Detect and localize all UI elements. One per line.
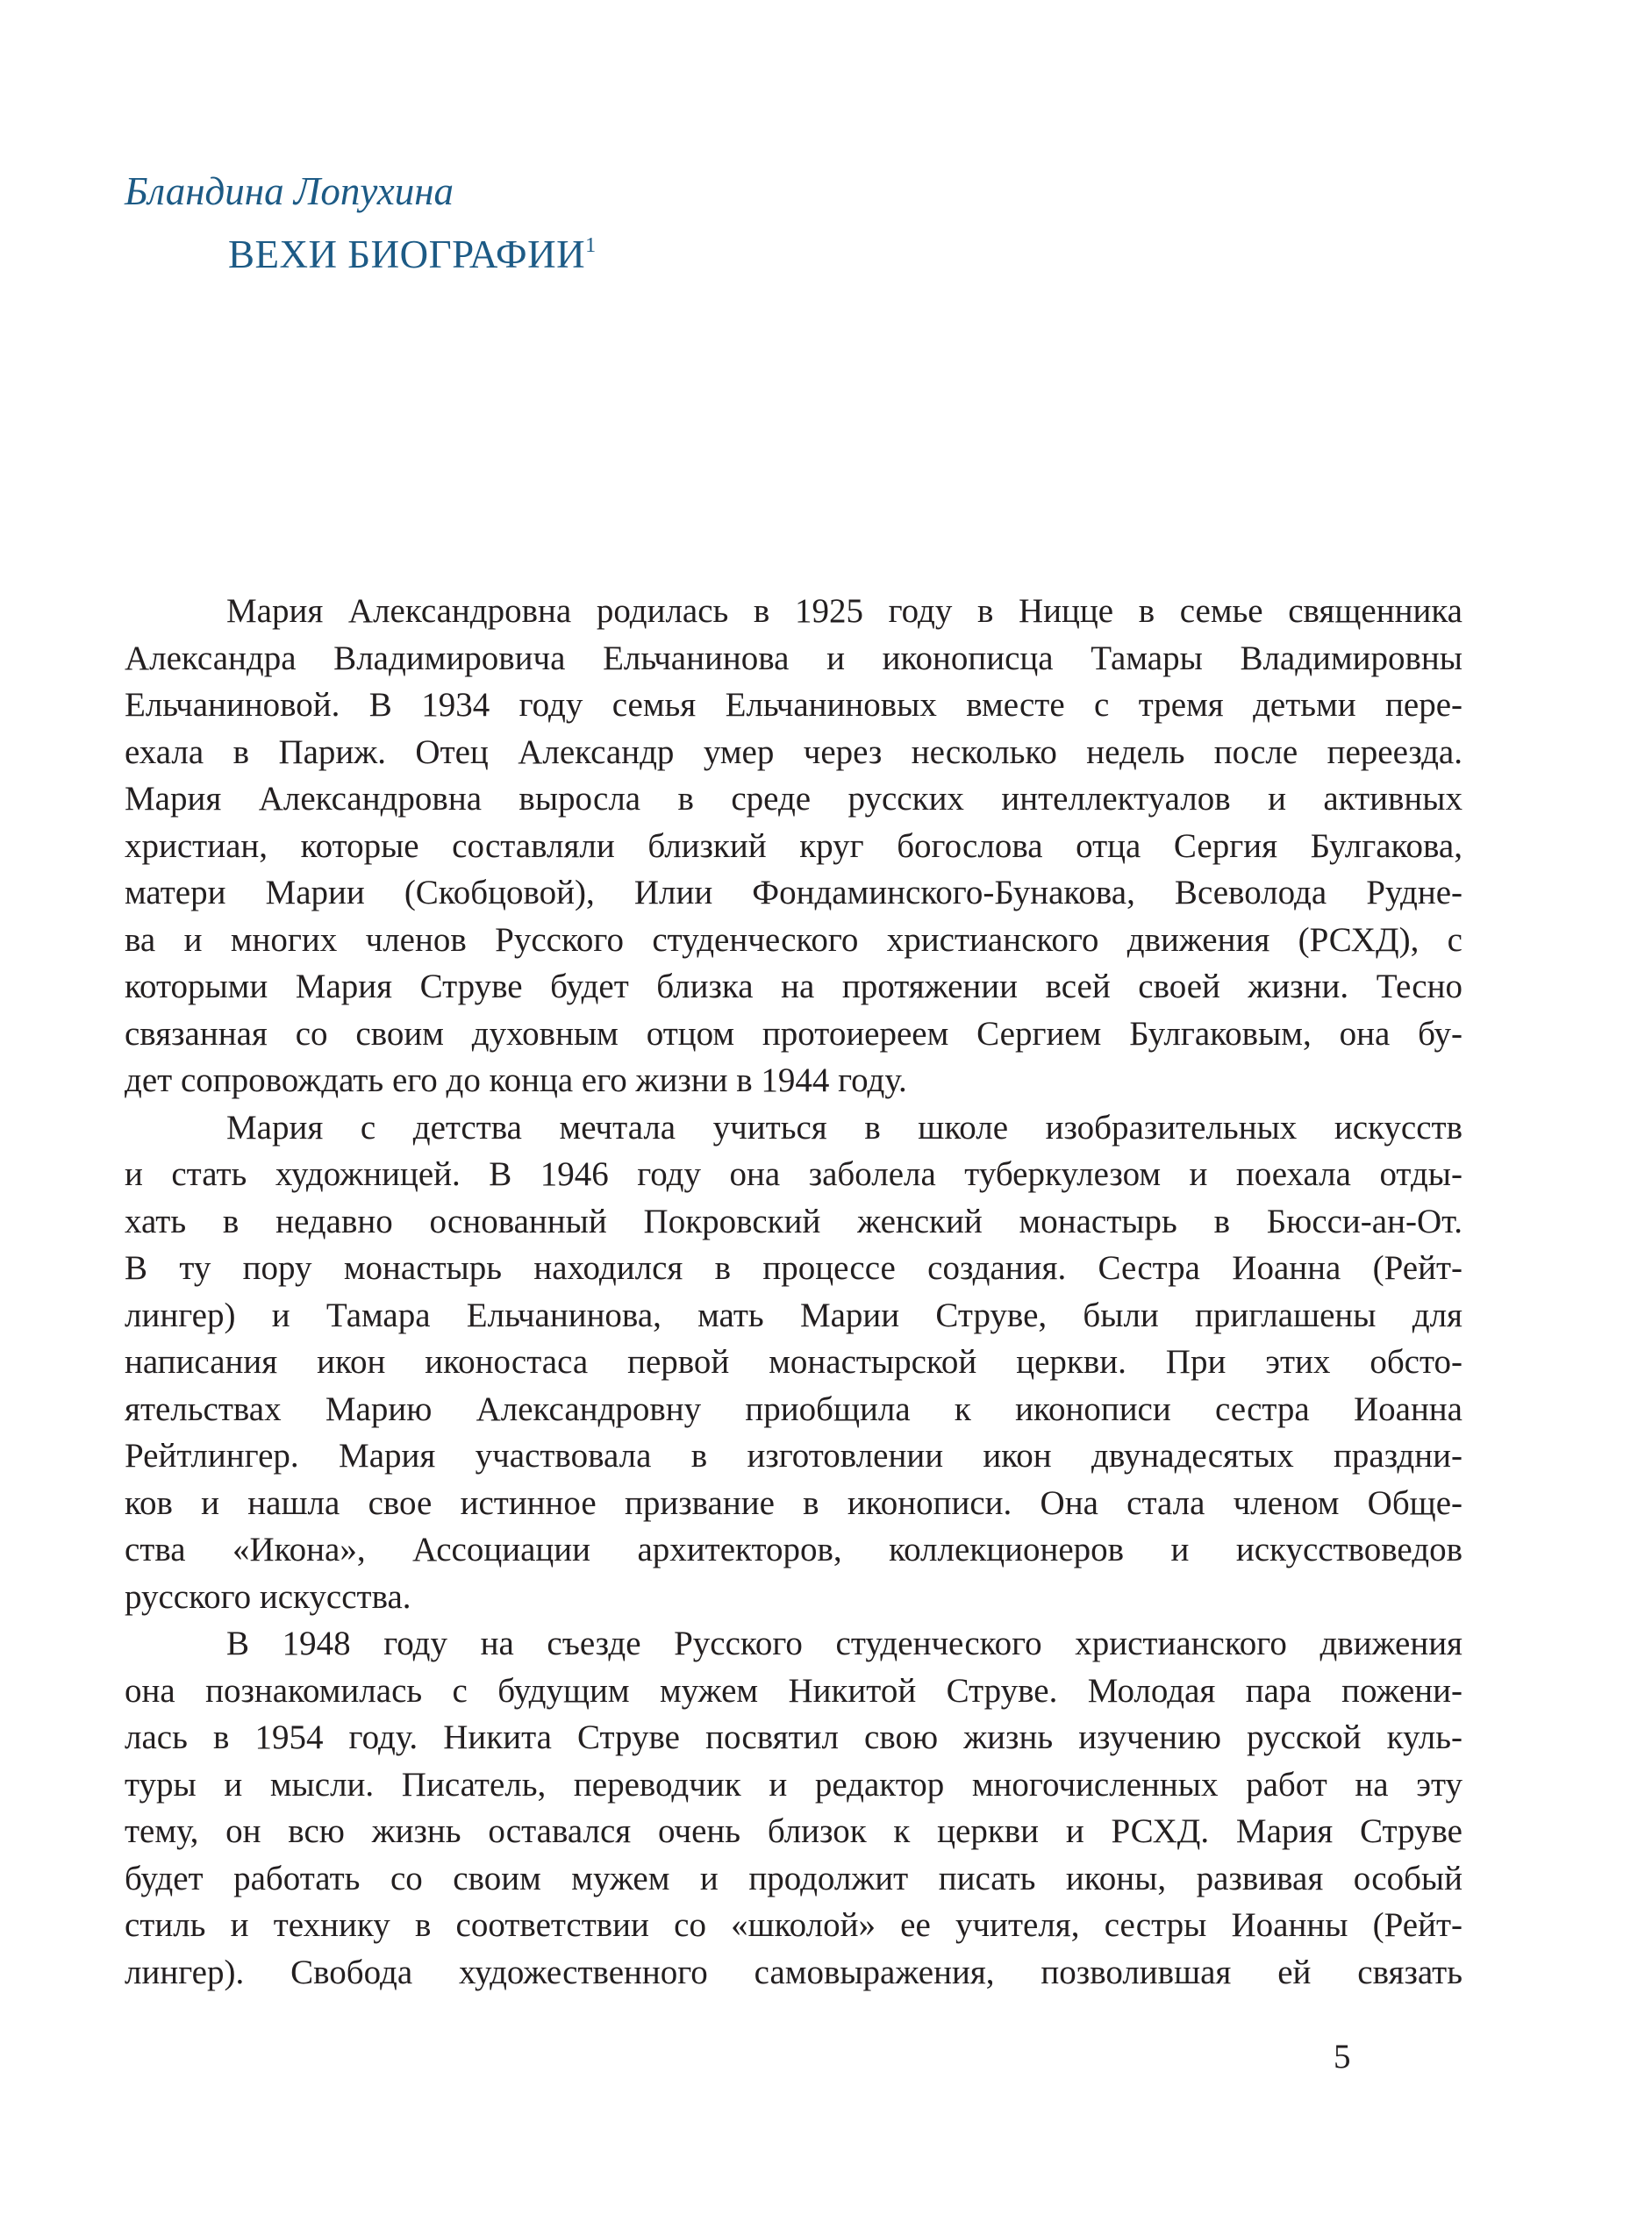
text-line: связанная со своим духовным отцом протоиереем Сергием Булгаковым, она бу-	[125, 1014, 1462, 1053]
text-line: Мария Александровна родилась в 1925 году в Ницце в семье священника	[226, 592, 1462, 630]
paragraph	[125, 1620, 1462, 1996]
text-line: лингер) и Тамара Ельчанинова, мать Марии Струве, были приглашены для	[125, 1296, 1462, 1334]
text-line: ятельствах Марию Александровну приобщила к иконописи сестра Иоанна	[125, 1390, 1462, 1428]
text-line: Ельчаниновой. В 1934 году семья Ельчаниновых вместе с тремя детьми пере-	[125, 686, 1462, 724]
author-name: Бландина Лопухина	[125, 169, 454, 213]
text-line: матери Марии (Скобцовой), Илии Фондаминского-Бунакова, Всеволода Рудне-	[125, 874, 1462, 911]
text-line: В ту пору монастырь находился в процессе создания. Сестра Иоанна (Рейт-	[125, 1249, 1462, 1287]
text-line: которыми Мария Струве будет близка на протяжении всей своей жизни. Тесно	[125, 968, 1462, 1005]
text-line: туры и мысли. Писатель, переводчик и редактор многочисленных работ на эту	[125, 1765, 1462, 1804]
text-line: написания икон иконостаса первой монастырской церкви. При этих обсто-	[125, 1343, 1462, 1381]
text-line: ва и многих членов Русского студенческого христианского движения (РСХД), с	[125, 920, 1462, 959]
text-line: христиан, которые составляли близкий круг богослова отца Сергия Булгакова,	[125, 826, 1462, 865]
text-line: хать в недавно основанный Покровский женский монастырь в Бюсси-ан-От.	[125, 1202, 1462, 1240]
page-number: 5	[1334, 2038, 1351, 2076]
paragraph	[125, 1104, 1462, 1621]
body-text	[125, 588, 1462, 1996]
chapter-title	[228, 230, 597, 279]
text-line: Александра Владимировича Ельчанинова и иконописца Тамары Владимировны	[125, 639, 1462, 677]
text-line: будет работать со своим мужем и продолжит писать иконы, развивая особый	[125, 1859, 1462, 1897]
text-line: дет сопровождать его до конца его жизни в 1944 году.	[125, 1061, 907, 1099]
text-line: Рейтлингер. Мария участвовала в изготовлении икон двунадесятых праздни-	[125, 1437, 1462, 1475]
text-line: лингер). Свобода художественного самовыражения, позволившая ей связать	[125, 1953, 1462, 1991]
text-line: ков и нашла свое истинное призвание в иконописи. Она стала членом Обще-	[125, 1483, 1462, 1522]
text-line: Мария Александровна выросла в среде русских интеллектуалов и активных	[125, 780, 1462, 818]
text-line: русского искусства.	[125, 1577, 411, 1616]
text-line: ства «Икона», Ассоциации архитекторов, коллекционеров и искусствоведов	[125, 1531, 1462, 1568]
text-line: ехала в Париж. Отец Александр умер через несколько недель после переезда.	[125, 732, 1462, 771]
text-line: В 1948 году на съезде Русского студенческого христианского движения	[226, 1625, 1462, 1662]
paragraph	[125, 588, 1462, 1104]
text-line: лась в 1954 году. Никита Струве посвятил свою жизнь изучению русской куль-	[125, 1718, 1462, 1756]
footnote-marker: 1	[585, 234, 597, 257]
text-line: тему, он всю жизнь оставался очень близок к церкви и РСХД. Мария Струве	[125, 1812, 1462, 1850]
text-line: она познакомилась с будущим мужем Никитой Струве. Молодая пара пожени-	[125, 1671, 1462, 1710]
text-line: стиль и технику в соответствии со «школой» ее учителя, сестры Иоанны (Рейт-	[125, 1906, 1462, 1944]
chapter-title-text: ВЕХИ БИОГРАФИИ	[228, 232, 586, 276]
text-line: и стать художницей. В 1946 году она заболела туберкулезом и поехала отды-	[125, 1155, 1462, 1193]
text-line: Мария с детства мечтала учиться в школе изобразительных искусств	[226, 1108, 1462, 1147]
